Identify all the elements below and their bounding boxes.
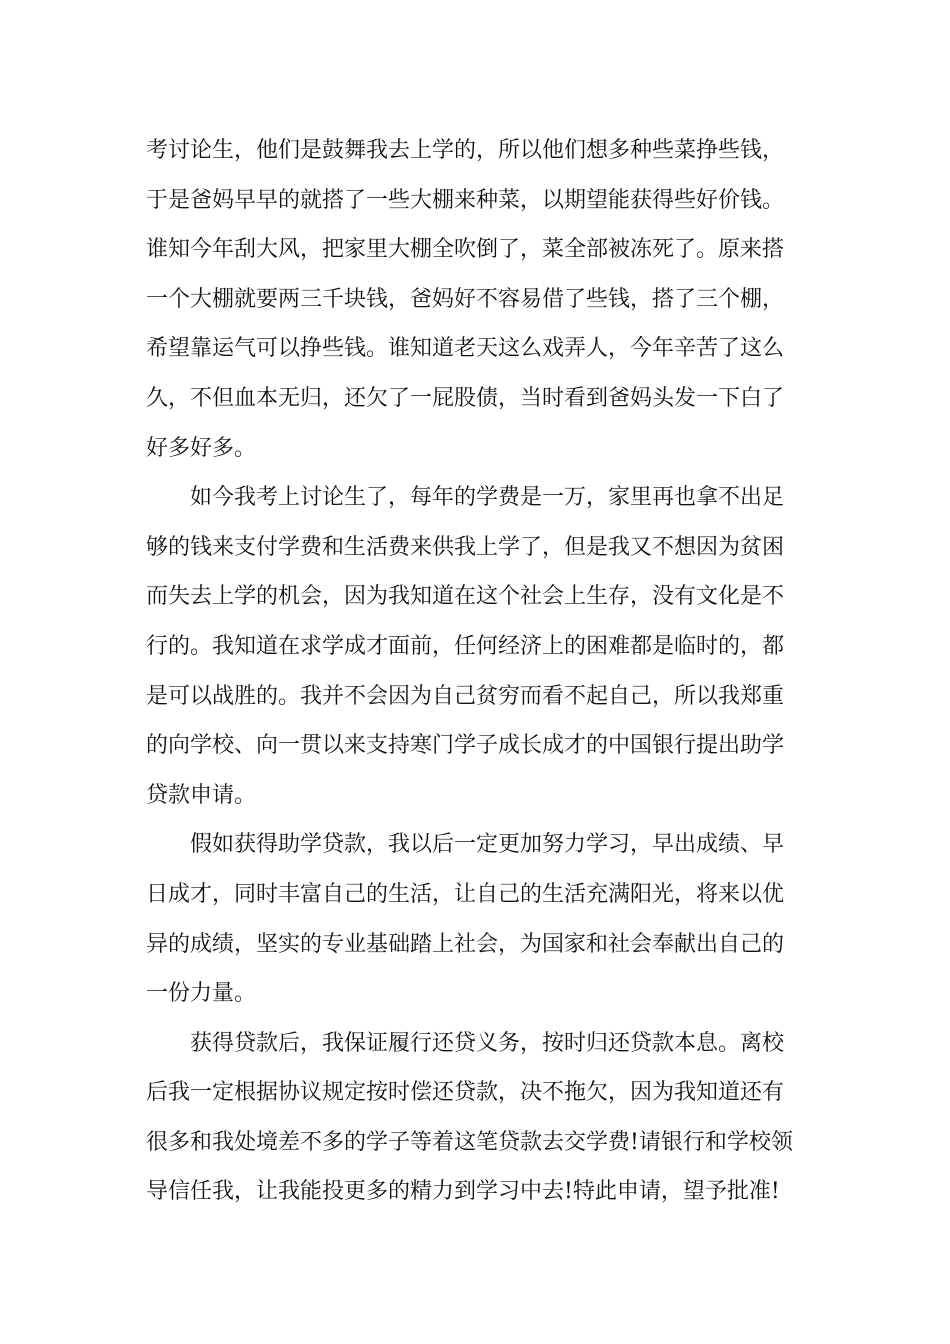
- paragraph-1-line-1: 考讨论生，他们是鼓舞我去上学的，所以他们想多种些菜挣些钱，: [146, 138, 785, 163]
- paragraph-4-line-1: 获得贷款后，我保证履行还贷义务，按时归还贷款本息。离校: [190, 1030, 785, 1056]
- document-body: [146, 126, 812, 1217]
- paragraph-2-line-1: 如今我考上讨论生了，每年的学费是一万，家里再也拿不出足: [190, 485, 785, 511]
- paragraph-1-line-3: 谁知今年刮大风，把家里大棚全吹倒了，菜全部被冻死了。原来搭: [146, 237, 785, 263]
- paragraph-1-line-6: 久，不但血本无归，还欠了一屁股债，当时看到爸妈头发一下白了: [146, 385, 785, 411]
- paragraph-3-line-3: 异的成绩，坚实的专业基础踏上社会，为国家和社会奉献出自己的: [146, 931, 785, 957]
- paragraph-3-line-2: 日成才，同时丰富自己的生活，让自己的生活充满阳光，将来以优: [146, 881, 785, 907]
- paragraph-2-line-3: 而失去上学的机会，因为我知道在这个社会上生存，没有文化是不: [146, 584, 785, 610]
- paragraph-2-line-2: 够的钱来支付学费和生活费来供我上学了，但是我又不想因为贫困: [146, 534, 785, 560]
- paragraph-1-line-5: 希望靠运气可以挣些钱。谁知道老天这么戏弄人，今年辛苦了这么: [146, 336, 785, 362]
- paragraph-4-line-3: 很多和我处境差不多的学子等着这笔贷款去交学费!请银行和学校领: [146, 1129, 793, 1155]
- paragraph-2-line-4: 行的。我知道在求学成才面前，任何经济上的困难都是临时的，都: [146, 633, 785, 659]
- paragraph-1-line-7: 好多好多。: [146, 435, 257, 461]
- paragraph-1-line-4: 一个大棚就要两三千块钱，爸妈好不容易借了些钱，搭了三个棚，: [146, 286, 785, 312]
- paragraph-2-line-5: 是可以战胜的。我并不会因为自己贫穷而看不起自己，所以我郑重: [146, 683, 785, 709]
- paragraph-2-line-7: 贷款申请。: [146, 782, 257, 808]
- paragraph-2-line-6: 的向学校、向一贯以来支持寒门学子成长成才的中国银行提出助学: [146, 733, 785, 759]
- paragraph-3-line-4: 一份力量。: [146, 981, 257, 1007]
- paragraph-4-line-4: 导信任我，让我能投更多的精力到学习中去!特此申请，望予批准!: [146, 1179, 780, 1205]
- paragraph-3-line-1: 假如获得助学贷款，我以后一定更加努力学习，早出成绩、早: [190, 832, 785, 858]
- paragraph-1-line-2: 于是爸妈早早的就搭了一些大棚来种菜，以期望能获得些好价钱。: [146, 187, 785, 213]
- paragraph-4-line-2: 后我一定根据协议规定按时偿还贷款，决不拖欠，因为我知道还有: [146, 1080, 785, 1106]
